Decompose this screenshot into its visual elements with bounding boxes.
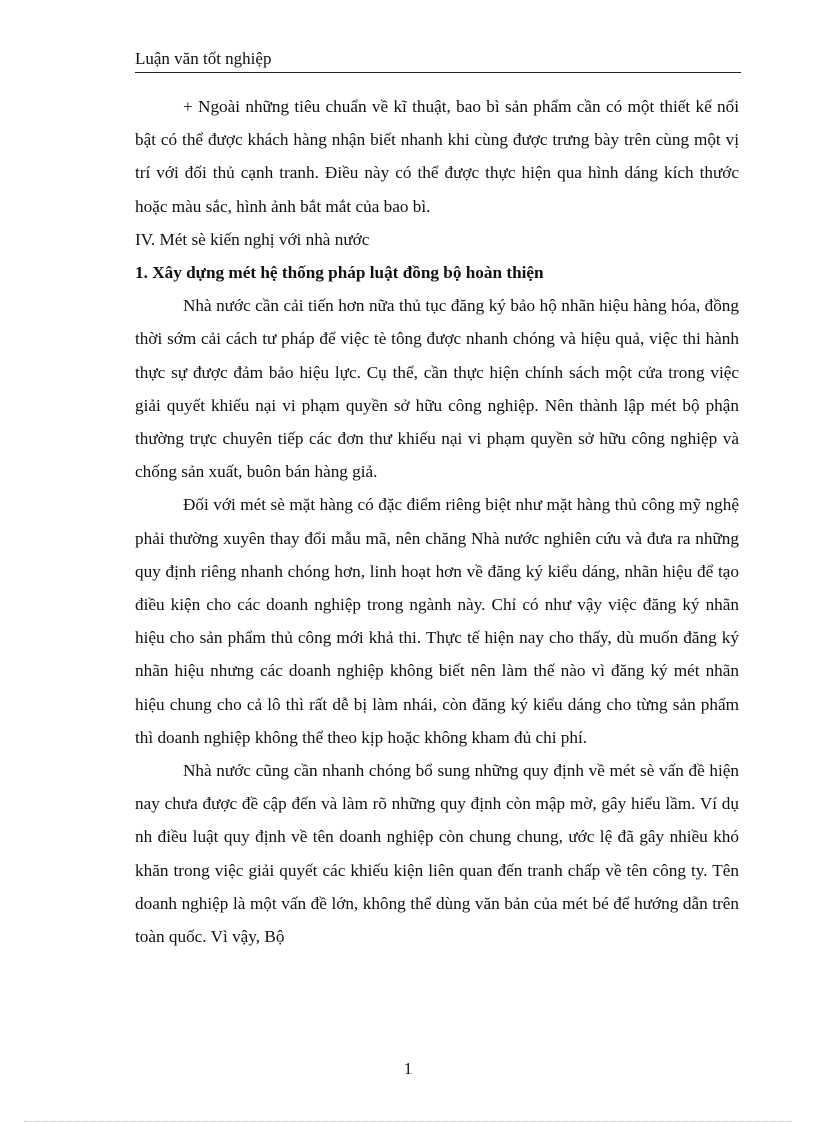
page-bottom-border	[24, 1121, 792, 1122]
paragraph-handicraft-products: Đối với mét sè mặt hàng có đặc điểm riêng biệt như mặt hàng thủ công mỹ nghệ phải thường xuyên thay đổi mẫu mã, nên chăng Nhà nước nghiên cứu và đưa ra những quy định riêng nhanh chóng hơn, linh hoạt hơn về đăng ký kiểu dáng, nhãn hiệu để tạo điều kiện cho các doanh nghiệp trong ngành này. Chỉ có như vậy việc đăng ký nhãn hiệu cho sản phẩm thủ công mới khả thi. Thực tế hiện nay cho thấy, dù muốn đăng ký nhãn hiệu nhưng các doanh nghiệp không biết nên làm thế nào vì đăng ký mét nhãn hiệu chung cho cả lô thì rất dễ bị làm nhái, còn đăng ký kiểu dáng cho từng sản phẩm thì doanh nghiệp không thể theo kịp hoặc không kham đủ chi phí.	[135, 495, 739, 747]
subsection-heading: 1. Xây dựng mét hệ thống pháp luật đồng bộ hoàn thiện	[135, 263, 544, 283]
section-heading: IV. Mét sè kiến nghị với nhà nước	[135, 229, 370, 249]
paragraph-packaging-design: + Ngoài những tiêu chuẩn về kĩ thuật, bao bì sản phẩm cần có một thiết kế nổi bật có thể được khách hàng nhận biết nhanh khi cùng được trưng bày trên cùng một vị trí với đối thủ cạnh tranh. Điều này có thể được thực hiện qua hình dáng kích thước hoặc màu sắc, hình ảnh bắt mắt của bao bì.	[135, 97, 739, 216]
header-title: Luận văn tốt nghiệp	[135, 49, 272, 68]
page-header	[135, 48, 741, 73]
page-number: 1	[403, 1059, 413, 1078]
paragraph-regulation-supplements: Nhà nước cũng cần nhanh chóng bổ sung những quy định về mét sè vấn đề hiện nay chưa được đề cập đến và làm rõ những quy định còn mập mờ, gây hiểu lầm. Ví dụ nh điều luật quy định về tên doanh nghiệp còn chung chung, ước lệ đã gây nhiều khó khăn trong việc giải quyết các khiếu kiện liên quan đến tranh chấp về tên công ty. Tên doanh nghiệp là một vấn đề lớn, không thể dùng văn bản của mét bé để hướng dẫn trên toàn quốc. Vì vậy, Bộ	[135, 761, 739, 947]
document-body	[135, 90, 739, 953]
paragraph-registration-procedures: Nhà nước cần cải tiến hơn nữa thủ tục đăng ký bảo hộ nhãn hiệu hàng hóa, đồng thời sớm cải cách tư pháp để việc tè tông được nhanh chóng và hiệu quả, việc thi hành thực sự được đảm bảo hiệu lực. Cụ thể, cần thực hiện chính sách một cửa trong việc giải quyết khiếu nại vi phạm quyền sở hữu công nghiệp. Nên thành lập mét bộ phận thường trực chuyên tiếp các đơn thư khiếu nại vi phạm quyền sở hữu công nghiệp và chống sản xuất, buôn bán hàng giả.	[135, 296, 739, 482]
